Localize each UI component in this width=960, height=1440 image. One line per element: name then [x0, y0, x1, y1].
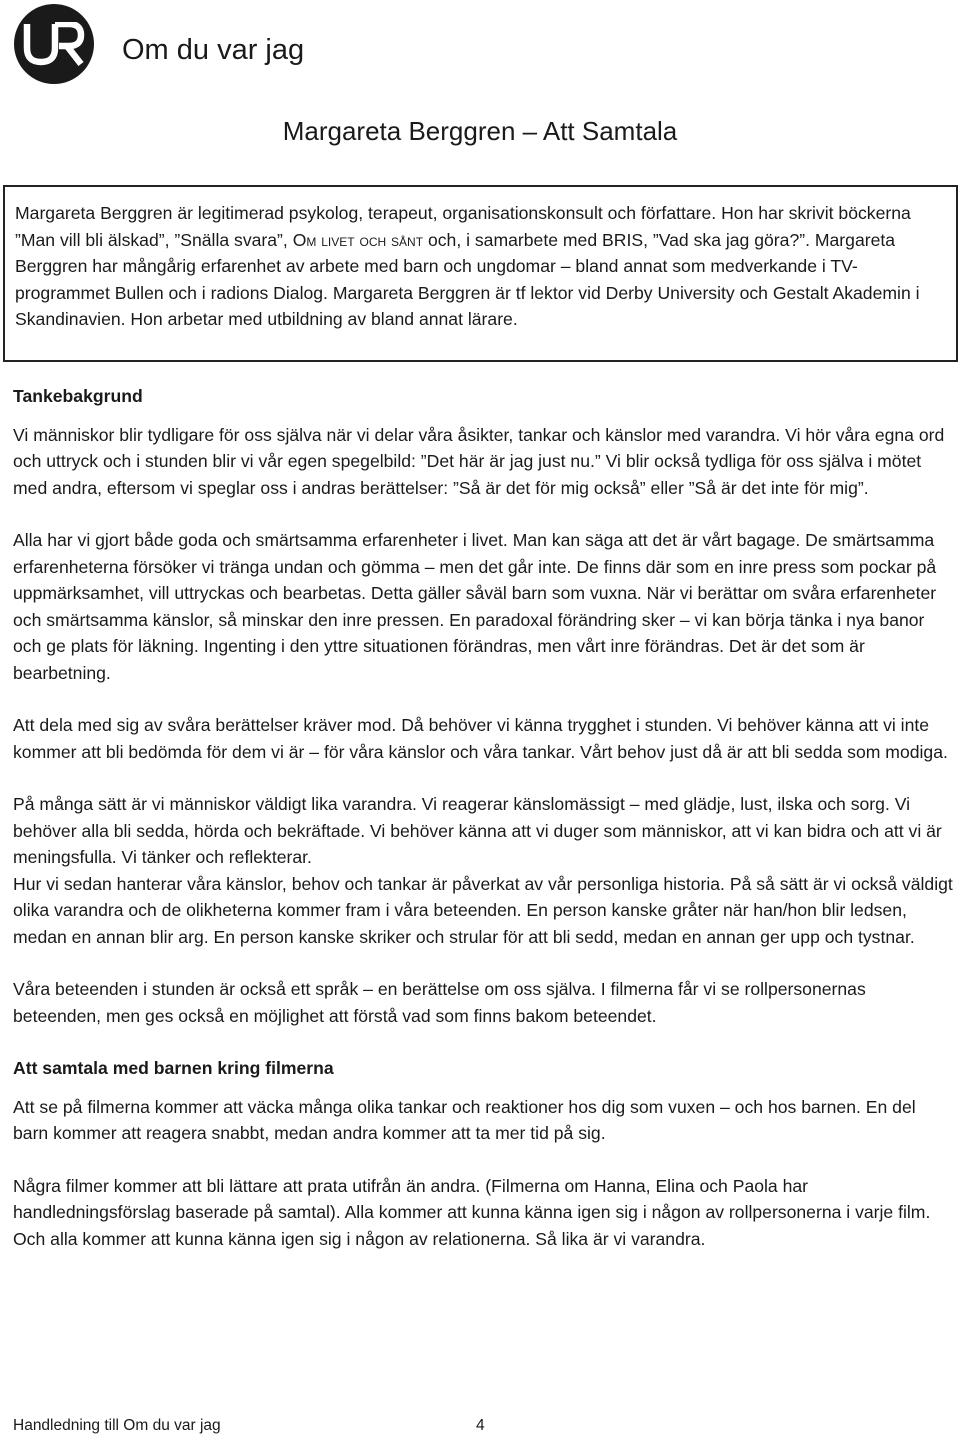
page-header [14, 4, 304, 84]
page-title: Margareta Berggren – Att Samtala [282, 116, 678, 146]
paragraph: Hur vi sedan hanterar våra känslor, behov och tankar är påverkat av vår personliga historia. På så sätt är vi också väldigt olika varandra och de olikheterna kommer fram i våra beteenden. En person kanske gråter när han/hon blir ledsen, medan en annan blir arg. En person kanske skriker och strular för att bli sedd, medan en annan ger upp och tystnar. [13, 873, 953, 947]
ur-logo-glyph [23, 22, 85, 66]
bio-text-end: och, i samarbete med BRIS, ”Vad ska jag göra?”. Margareta Berggren har mångårig erfarenhet av arbete med barn och ungdomar – bland annat som medverkande i TV-programmet Bullen och i radions Dialog. Margareta Berggren är tf lektor vid Derby University och Gestalt Akademin i Skandinavien. Hon arbetar med utbildning av bland annat lärare. [15, 229, 920, 329]
footer-text: Handledning till Om du var jag [13, 1417, 221, 1434]
bio-book-title: Om livet och sånt [292, 229, 424, 250]
paragraph: Några filmer kommer att bli lättare att prata utifrån än andra. (Filmerna om Hanna, Elina och Paola har handledningsförslag baserade på samtal). Alla kommer att kunna känna igen sig i någon av rollpersonerna i varje film. Och alla kommer att kunna känna igen sig i någon av relationerna. Så lika är vi varandra. [13, 1175, 931, 1249]
paragraph: På många sätt är vi människor väldigt lika varandra. Vi reagerar känslomässigt – med glädje, lust, ilska och sorg. Vi behöver alla bli sedda, hörda och bekräftade. Vi behöver känna att vi duger som människor, att vi kan bidra och att vi är meningsfulla. Vi tänker och reflekterar. [13, 794, 942, 867]
paragraph: Våra beteenden i stunden är också ett språk – en berättelse om oss själva. I filmerna får vi se rollpersonernas beteenden, men ges också en möjlighet att förstå vad som finns bakom beteendet. [13, 979, 866, 1026]
section-heading-samtala: Att samtala med barnen kring filmerna [13, 1058, 334, 1078]
paragraph: Att se på filmerna kommer att väcka många olika tankar och reaktioner hos dig som vuxen – och hos barnen. En del barn kommer att reagera snabbt, medan andra kommer att ta mer tid på sig. [13, 1096, 916, 1143]
page-number: 4 [476, 1417, 485, 1434]
ur-logo-icon [14, 4, 94, 84]
paragraph: Att dela med sig av svåra berättelser kräver mod. Då behöver vi känna trygghet i stunden. Vi behöver känna att vi inte kommer att bli bedömda för dem vi är – för våra känslor och våra tankar. Vårt behov just då är att bli sedda som modiga. [13, 715, 948, 762]
paragraph: Alla har vi gjort både goda och smärtsamma erfarenheter i livet. Man kan säga att det är vårt bagage. De smärtsamma erfarenheterna försöker vi tränga undan och gömma – men det går inte. De finns där som en inre press som pockar på uppmärksamhet, vill uttryckas och bearbetas. Detta gäller såväl barn som vuxna. När vi berättar om svåra erfarenheter och smärtsamma känslor, så minskar den inre pressen. En paradoxal förändring sker – vi kan börja tänka i nya banor och ge plats för läkning. Ingenting i den yttre situationen förändras, men vårt inre förändras. Det är det som är bearbetning. [13, 530, 937, 683]
paragraph: Vi människor blir tydligare för oss själva när vi delar våra åsikter, tankar och känslor med varandra. Vi hör våra egna ord och uttryck och i stunden blir vi vår egen spegelbild: ”Det här är jag just nu.” Vi blir också tydliga för oss själva i mötet med andra, eftersom vi speglar oss i andras berättelser: ”Så är det för mig också” eller ”Så är det inte för mig”. [13, 424, 945, 498]
section-heading-tankebakgrund: Tankebakgrund [13, 386, 143, 406]
bio-text-start: Margareta Berggren är legitimerad psykolog, terapeut, organisationskonsult och författare. Hon har skrivit böckerna ”Man vill bli älskad”, ”Snälla svara”, [15, 203, 911, 250]
series-title: Om du var jag [122, 33, 305, 66]
main-content [13, 383, 953, 1252]
author-bio-box [3, 185, 958, 362]
